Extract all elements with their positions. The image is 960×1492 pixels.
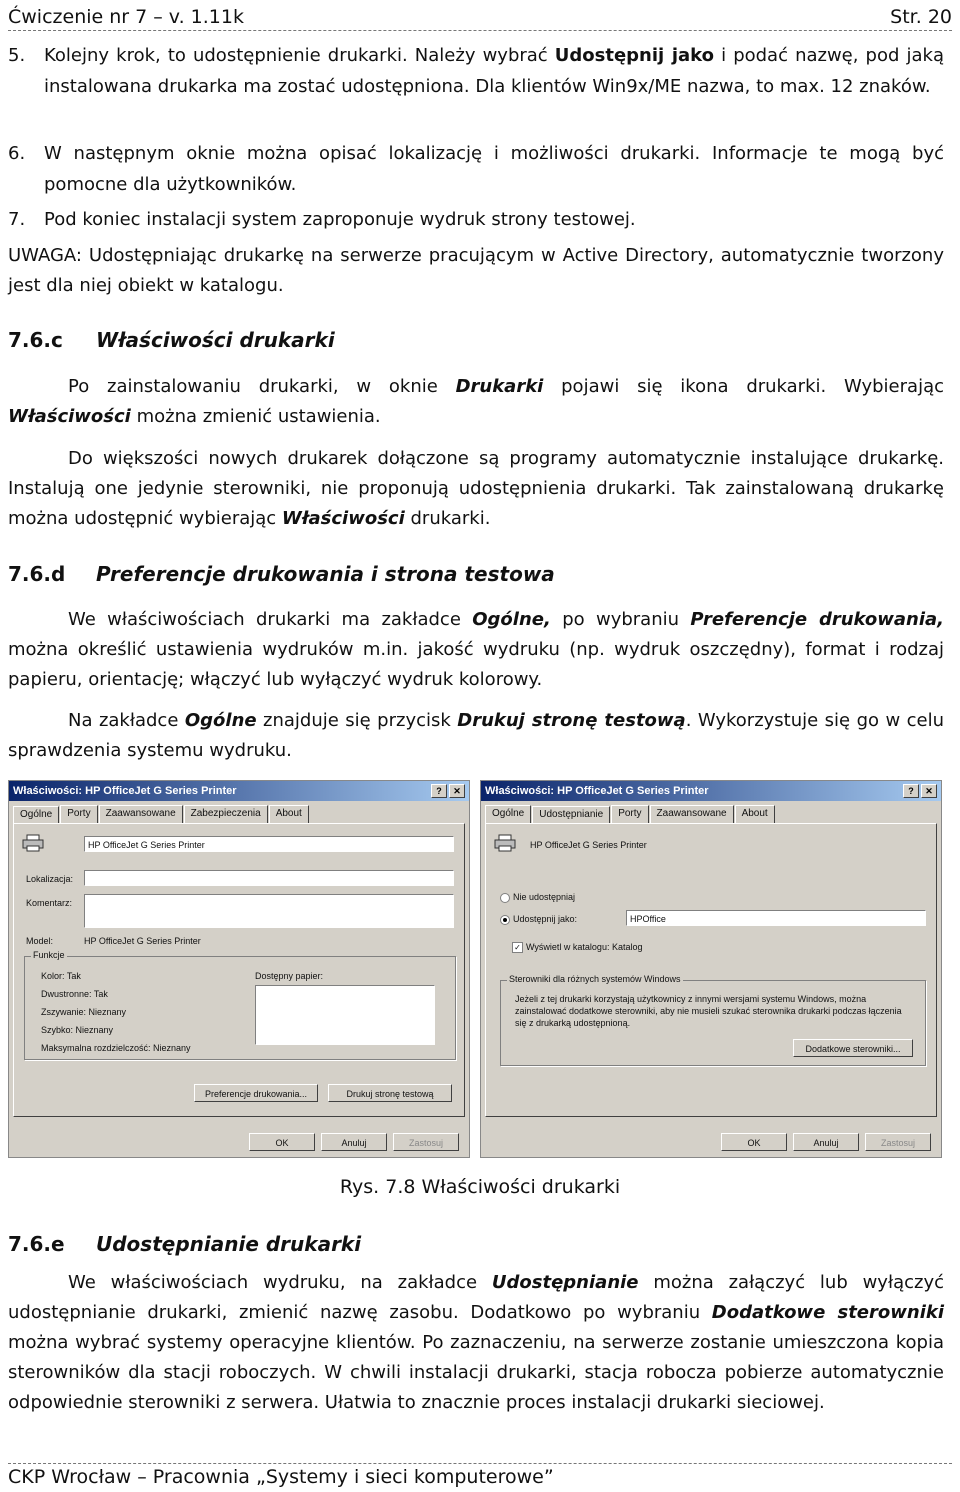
general-panel [13,823,465,1117]
printer-name-field[interactable]: HP OfficeJet G Series Printer [84,836,454,852]
radio-selected-icon [500,915,510,925]
cancel-button[interactable]: Anuluj [793,1133,859,1151]
apply-button[interactable]: Zastosuj [865,1133,931,1151]
list-in-directory-label: Wyświetl w katalogu: Katalog [526,942,643,952]
paragraph-c2: Do większości nowych drukarek dołączone są programy automatycznie instalujące drukarkę. Instalują one jedynie sterowniki, nie proponują udostępnienia drukarki. Tak zainstalowaną drukarkę można udostępnić wybierając Właściwości drukarki. [8,448,944,529]
share-off-label: Nie udostępniaj [513,892,576,902]
feature-duplex: Dwustronne: Tak [41,989,108,999]
dialog-title: Właściwości: HP OfficeJet G Series Printer [485,785,709,797]
radio-icon [500,893,510,903]
section-number: 7.6.e [8,1232,65,1256]
paper-label: Dostępny papier: [255,971,324,981]
uwaga-note: UWAGA: Udostępniając drukarkę na serwerze pracującym w Active Directory, automatycznie tworzony jest dla niej obiekt w katalogu. [8,245,944,296]
section-number: 7.6.c [8,328,63,352]
model-label: Model: [26,936,54,946]
dialog-title: Właściwości: HP OfficeJet G Series Printer [13,785,237,797]
section-number: 7.6.d [8,562,66,586]
tab-sharing[interactable]: Udostępnianie [532,806,610,824]
list-in-directory-checkbox[interactable] [512,942,642,953]
paragraph-c1: Po zainstalowaniu drukarki, w oknie Drukarki pojawi się ikona drukarki. Wybierając Właściwości można zmienić ustawienia. [8,376,944,427]
tab-general[interactable]: Ogólne [13,806,59,824]
section-title: Udostępnianie drukarki [96,1232,362,1256]
dialog-tabs [481,801,941,823]
help-button[interactable]: ? [431,784,447,798]
list-item-7 [8,204,944,235]
header-title: Ćwiczenie nr 7 – v. 1.11k [8,6,244,28]
comment-label: Komentarz: [26,898,73,908]
close-icon[interactable]: ✕ [449,784,465,798]
section-heading-e [8,1232,361,1256]
help-button[interactable]: ? [903,784,919,798]
location-label: Lokalizacja: [26,874,74,884]
drivers-description: Jeżeli z tej drukarki korzystają użytkownicy z innymi wersjami systemu Windows, można zainstalować dodatkowe sterowniki, aby nie musieli szukać sterownika drukarki podczas łączenia się z drukarką udostępnioną. [515,994,902,1028]
page-header [8,0,952,31]
list-item-5 [8,40,944,102]
checkmark-icon: ✓ [512,942,523,953]
section-title: Preferencje drukowania i strona testowa [96,562,555,586]
sharing-panel [485,823,937,1117]
share-off-radio[interactable] [500,892,575,903]
additional-drivers-button[interactable]: Dodatkowe sterowniki... [793,1039,913,1057]
drivers-group [500,974,926,1066]
list-text: Kolejny krok, to udostępnienie drukarki. Należy wybrać Udostępnij jako i podać nazwę, pod jaką instalowana drukarka ma zostać udostępniona. Dla klientów Win9x/ME nazwa, to max. 12 znaków. [44,45,944,97]
drivers-group-title: Sterowniki dla różnych systemów Windows [509,974,681,984]
share-name-field[interactable]: HPOffice [626,910,926,926]
list-num: 6. [8,143,26,164]
tab-advanced[interactable]: Zaawansowane [650,805,734,823]
features-group-title: Funkcje [33,950,65,960]
printer-properties-sharing-screenshot [480,780,942,1158]
printer-icon [494,834,516,852]
ok-button[interactable]: OK [249,1133,315,1151]
feature-staple: Zszywanie: Nieznany [41,1007,127,1017]
printer-icon [22,834,44,852]
model-value: HP OfficeJet G Series Printer [84,936,201,946]
page-footer: CKP Wrocław – Pracownia „Systemy i sieci komputerowe” [8,1463,952,1492]
figure-caption: Rys. 7.8 Właściwości drukarki [339,1176,621,1198]
paragraph-e: We właściwościach wydruku, na zakładce Udostępnianie można załączyć lub wyłączyć udostępnianie drukarki, zmienić nazwę zasobu. Dodatkowo po wybraniu Dodatkowe sterowniki można wybrać systemy operacyjne klientów. Po zaznaczeniu, na serwerze zostanie umieszczona kopia sterowników dla stacji roboczych. W chwili instalacji drukarki, stacja robocza pobierze automatycznie odpowiednie sterowniki z serwera. Ułatwia to znacznie proces instalacji drukarki sieciowej. [8,1272,945,1413]
dialog-tabs [9,801,469,823]
printer-properties-general-screenshot [8,780,470,1158]
section-title: Właściwości drukarki [96,328,335,352]
comment-field[interactable] [84,894,454,928]
tab-ports[interactable]: Porty [611,805,648,823]
tab-ports[interactable]: Porty [60,805,97,823]
tab-security[interactable]: Zabezpieczenia [184,805,268,823]
share-on-label: Udostępnij jako: [513,914,578,924]
dialog-titlebar [9,781,469,801]
section-heading-c [8,328,335,352]
ok-button[interactable]: OK [721,1133,787,1151]
paper-list[interactable] [255,985,435,1045]
dialog-titlebar [481,781,941,801]
list-num: 7. [8,209,26,230]
printer-name: HP OfficeJet G Series Printer [530,840,647,850]
paragraph-d1: We właściwościach drukarki ma zakładce Ogólne, po wybraniu Preferencje drukowania, można określić ustawienia wydruków m.in. jakość wydruku (np. wydruk oszczędny), format i rodzaj papieru, orientację; włączyć lub wyłączyć wydruk kolorowy. [8,609,944,690]
share-on-radio[interactable] [500,914,577,925]
paragraph-d2: Na zakładce Ogólne znajduje się przycisk Drukuj stronę testową. Wykorzystuje się go w celu sprawdzenia systemu wydruku. [8,710,945,761]
feature-speed: Szybko: Nieznany [41,1025,114,1035]
page-number: Str. 20 [890,6,952,28]
list-text: W następnym oknie można opisać lokalizację i możliwości drukarki. Informacje te mogą być pomocne dla użytkowników. [44,143,944,195]
apply-button[interactable]: Zastosuj [393,1133,459,1151]
tab-about[interactable]: About [269,805,309,823]
section-heading-d [8,562,555,586]
location-field[interactable] [84,870,454,886]
tab-general[interactable]: Ogólne [485,805,531,823]
close-icon[interactable]: ✕ [921,784,937,798]
cancel-button[interactable]: Anuluj [321,1133,387,1151]
print-test-page-button[interactable]: Drukuj stronę testową [328,1084,452,1102]
feature-resolution: Maksymalna rozdzielczość: Nieznany [41,1043,191,1053]
feature-color: Kolor: Tak [41,971,81,981]
list-item-6 [8,138,944,200]
printing-preferences-button[interactable]: Preferencje drukowania... [194,1084,318,1102]
list-num: 5. [8,45,26,66]
features-group [24,950,456,1060]
tab-advanced[interactable]: Zaawansowane [99,805,183,823]
list-text: Pod koniec instalacji system zaproponuje wydruk strony testowej. [44,209,636,230]
tab-about[interactable]: About [735,805,775,823]
